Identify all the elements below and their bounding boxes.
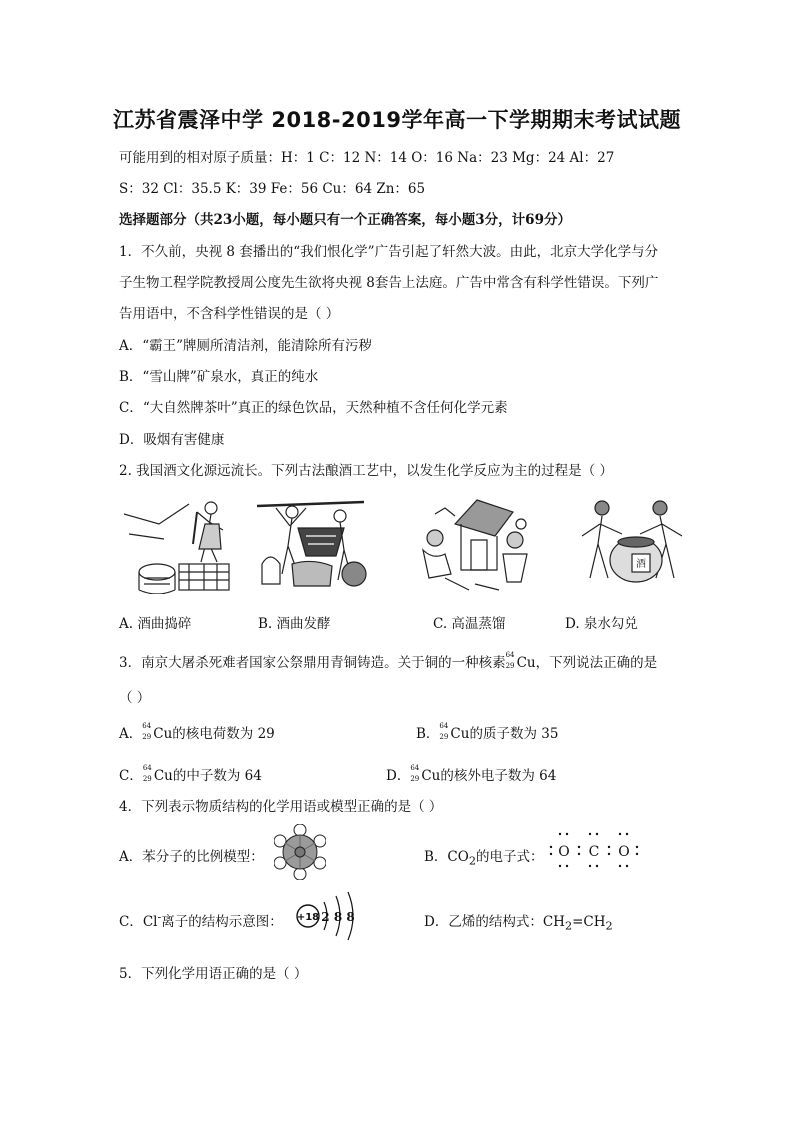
- jar-label: 酒: [636, 559, 646, 570]
- co2-electron-formula: [546, 826, 642, 872]
- q2-option-b: B. 酒曲发酵: [258, 616, 331, 632]
- q3-option-c: C． 64 29 Cu的中子数为 64: [119, 764, 262, 784]
- q5-stem: 5．下列化学用语正确的是（ ）: [119, 966, 308, 982]
- svg-text:O: O: [558, 844, 570, 860]
- q3-option-d: D． 64 29 Cu的核外电子数为 64: [386, 764, 557, 784]
- q1-option-c: C．“大自然牌茶叶”真正的绿色饮品，天然种植不含任何化学元素: [119, 400, 508, 416]
- element-symbol: Cu: [516, 655, 536, 671]
- chloride-ion-structure-diagram: [294, 888, 364, 944]
- electron-shells: 2 8 8: [321, 910, 355, 924]
- section-header: 选择题部分（共23小题，每小题只有一个正确答案，每小题3分，计69分）: [119, 212, 571, 228]
- page-title: 江苏省震泽中学 2018-2019学年高一下学期期末考试试题: [113, 108, 681, 132]
- cu-isotope-notation: [505, 651, 517, 670]
- q3-stem-line-2: （ ）: [119, 690, 151, 706]
- atomic-number: 29: [505, 662, 515, 670]
- svg-text:O: O: [618, 844, 630, 860]
- atomic-masses-line-1: 可能用到的相对原子质量：H：1 C：12 N：14 O：16 Na：23 Mg：24 Al：27: [119, 150, 615, 166]
- q1-stem-line-1: 1．不久前，央视 8 套播出的“我们恨化学”广告引起了轩然大波。由此，北京大学化学与分: [119, 244, 659, 260]
- q4-stem: 4．下列表示物质结构的化学用语或模型正确的是（ ）: [119, 799, 443, 815]
- q1-option-b: B．“雪山牌”矿泉水，真正的纯水: [119, 369, 319, 385]
- distillation-illustration: [415, 494, 533, 594]
- q3-stem-line-1: [119, 651, 657, 671]
- q1-stem-line-2: 子生物工程学院教授周公度先生欲将央视 8套告上法庭。广告中常含有科学性错误。下列广: [119, 275, 659, 291]
- q3-option-a: A． 64 29 Cu的核电荷数为 29: [119, 722, 275, 742]
- fermenting-yeast-illustration: [252, 494, 370, 594]
- svg-text:C: C: [588, 844, 600, 860]
- q2-option-d: D. 泉水勾兑: [565, 616, 638, 632]
- q1-stem-line-3: 告用语中，不含科学性错误的是（ ）: [119, 306, 340, 322]
- atomic-masses-line-2: S：32 Cl：35.5 K：39 Fe：56 Cu：64 Zn：65: [119, 181, 426, 197]
- q2-option-a: A. 酒曲捣碎: [119, 616, 192, 632]
- q4-option-b: B．$CO_2$的电子式：: [424, 849, 544, 868]
- q3-stem-text-2: ，下列说法正确的是: [535, 655, 658, 671]
- pounding-yeast-illustration: [119, 494, 237, 594]
- blending-water-illustration: [574, 494, 692, 594]
- q4-option-c: C．Cl-离子的结构示意图：: [119, 910, 283, 930]
- q4-option-a: A．苯分子的比例模型：: [119, 849, 264, 865]
- q1-option-d: D．吸烟有害健康: [119, 432, 225, 448]
- nucleus-charge: +18: [296, 912, 320, 923]
- q3-stem-text: 3．南京大屠杀死难者国家公祭鼎用青铜铸造。关于铜的一种核素: [119, 655, 506, 671]
- q2-stem: 2. 我国酒文化源远流长。下列古法酿酒工艺中，以发生化学反应为主的过程是（ ）: [119, 463, 613, 479]
- q4-option-d: D．乙烯的结构式：$CH_2=CH_2$: [424, 914, 613, 933]
- q2-option-c: C. 高温蒸馏: [433, 616, 506, 632]
- benzene-space-filling-model: [274, 824, 326, 880]
- q1-option-a: A．“霸王”牌厕所清洁剂，能清除所有污秽: [119, 338, 373, 354]
- q3-option-b: B． 64 29 Cu的质子数为 35: [416, 722, 559, 742]
- mass-number: 64: [505, 651, 515, 659]
